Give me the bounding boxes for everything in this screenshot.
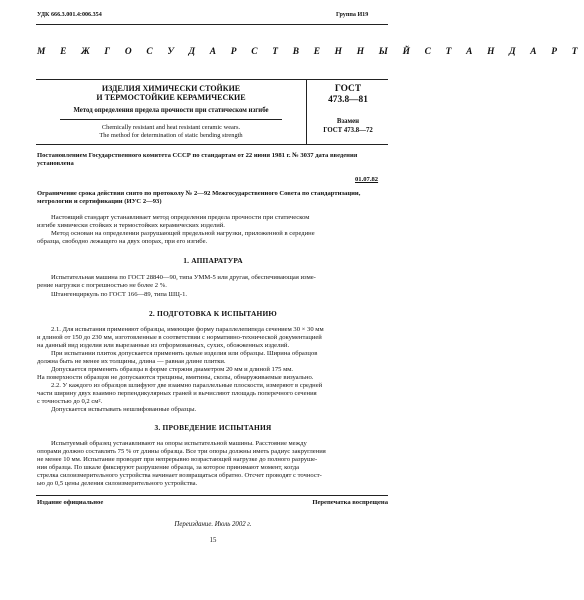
- s2-line-10: с точностью до 0,2 см².: [37, 398, 103, 405]
- limitation-line-1: Ограничение срока действия снято по протоколу № 2—92 Межгосударственного Совета по стандартизации,: [37, 190, 361, 197]
- replaces-value: ГОСТ 473.8—72: [323, 127, 373, 134]
- english-title-line-1: Chemically resistant and heat resistant ceramic wears.: [101, 124, 241, 131]
- reissue-note: Переиздание. Июль 2002 г.: [174, 521, 252, 528]
- intro-p1-l2: изгибе химически стойких и термостойких керамических изделий.: [37, 222, 225, 229]
- gost-number: 473.8—81: [328, 95, 368, 105]
- s2-line-4: При испытании плиток допускается применять целые изделия или образцы. Ширина образцов: [51, 350, 318, 357]
- title-block-top-rule: [36, 79, 388, 80]
- s2-line-7: На поверхности образцов не допускаются трещины, вмятины, сколы, обнаруживаемые визуально.: [37, 374, 314, 381]
- s3-line-2: опорами должно составлять 75 % от длины образца. Все три опоры должны иметь радиус закругления: [37, 448, 326, 455]
- s3-line-1: Испытуемый образец устанавливают на опоры испытательной машины. Расстояние между: [51, 440, 307, 447]
- intro-p2-l1: Метод основан на определении разрушающей предельной нагрузки, приложенной в середине: [51, 230, 315, 237]
- s2-line-2: и длиной от 150 до 230 мм, изготовленные в соответствии с нормативно-технической документацией: [37, 334, 322, 341]
- decree-line-1: Постановлением Государственного комитета СССР по стандартам от 22 июня 1981 г. № 3037 дата введения: [37, 152, 358, 159]
- decree-date: 01.07.82: [355, 176, 379, 183]
- official-edition: Издание официальное: [37, 499, 104, 506]
- s3-line-4: ния образца. По шкале фиксируют разрушение образца, за которое принимают момент, когда: [37, 464, 299, 471]
- intro-p2-l2: образца, свободно лежащего на двух опорах, при его изгибе.: [37, 238, 208, 245]
- top-rule: [36, 24, 388, 25]
- s2-line-8: 2.2. У каждого из образцов шлифуют две взаимно параллельные плоскости, измеряют в средней: [51, 382, 323, 389]
- section-1-heading: 1. АППАРАТУРА: [183, 256, 243, 265]
- s2-line-11: Допускается испытывать нешлифованные образцы.: [51, 406, 197, 413]
- title-line-1: ИЗДЕЛИЯ ХИМИЧЕСКИ СТОЙКИЕ: [101, 84, 241, 93]
- intro-p1-l1: Настоящий стандарт устанавливает метод определения предела прочности при статическом: [51, 214, 310, 221]
- s2-line-9: части ширину двух взаимно перпендикулярных граней и вычисляют площадь поперечного сечения: [37, 390, 317, 397]
- s3-line-5: стрелка силоизмерительного устройства начинает возвращаться обратно. Отсчет проводят с точност-: [37, 472, 322, 479]
- title-block-bottom-rule: [36, 144, 388, 145]
- s2-line-1: 2.1. Для испытания применяют образцы, имеющие форму параллелепипеда сечением 30 × 30 мм: [51, 326, 324, 333]
- reprint-forbidden: Перепечатка воспрещена: [312, 499, 388, 506]
- interstate-standard-banner: М Е Ж Г О С У Д А Р С Т В Е Н Н Ы Й С Т А Н Д А Р Т: [37, 47, 584, 57]
- s1-p1-l2: рение нагрузки с погрешностью не более 2 %.: [37, 282, 167, 289]
- page-number: 15: [209, 537, 217, 544]
- english-title-line-2: The method for determination of static bending strength: [99, 132, 243, 139]
- section-3-heading: 3. ПРОВЕДЕНИЕ ИСПЫТАНИЯ: [154, 423, 272, 432]
- section-1-p2: [37, 291, 389, 299]
- title-subtitle: Метод определения предела прочности при статическом изгибе: [73, 107, 269, 114]
- s1-p1-l1: Испытательная машина по ГОСТ 28840—90, типа УММ-5 или другая, обеспечивающая изме-: [51, 274, 316, 281]
- gost-label: ГОСТ: [334, 84, 362, 94]
- replaces-label: Взамен: [336, 118, 360, 125]
- limitation-line-2: метрологии и сертификации (ИУС 2—93): [37, 198, 162, 205]
- s1-p2: Штангенциркуль по ГОСТ 166—89, типа ШЦ-1.: [51, 291, 188, 298]
- section-2-heading: 2. ПОДГОТОВКА К ИСПЫТАНИЮ: [149, 309, 277, 318]
- s3-line-6: ью до 0,5 цены деления силоизмерительного устройства.: [37, 480, 198, 487]
- udk-code: УДК 666.3.001.4:006.354: [37, 12, 102, 18]
- s2-line-5: должна быть не менее их толщины, длина — равная длине плитки.: [37, 358, 226, 365]
- group-code: Группа И19: [336, 12, 369, 18]
- title-line-2: И ТЕРМОСТОЙКИЕ КЕРАМИЧЕСКИЕ: [96, 93, 246, 102]
- decree-line-2: установлена: [37, 160, 74, 167]
- footer-rule: [36, 495, 388, 496]
- title-block-divider: [306, 79, 307, 144]
- s2-line-6: Допускается применять образцы в форме стержня диаметром 20 мм и длиной 175 мм.: [51, 366, 294, 373]
- s2-line-3: на данный вид изделия или вырезанные из отформованных, сухих, обожженных изделий.: [37, 342, 290, 349]
- subtitle-underline: [60, 119, 282, 120]
- s3-line-3: не менее 10 мм. Испытание проводят при непрерывно возрастающей нагрузке до полного разруше-: [37, 456, 318, 463]
